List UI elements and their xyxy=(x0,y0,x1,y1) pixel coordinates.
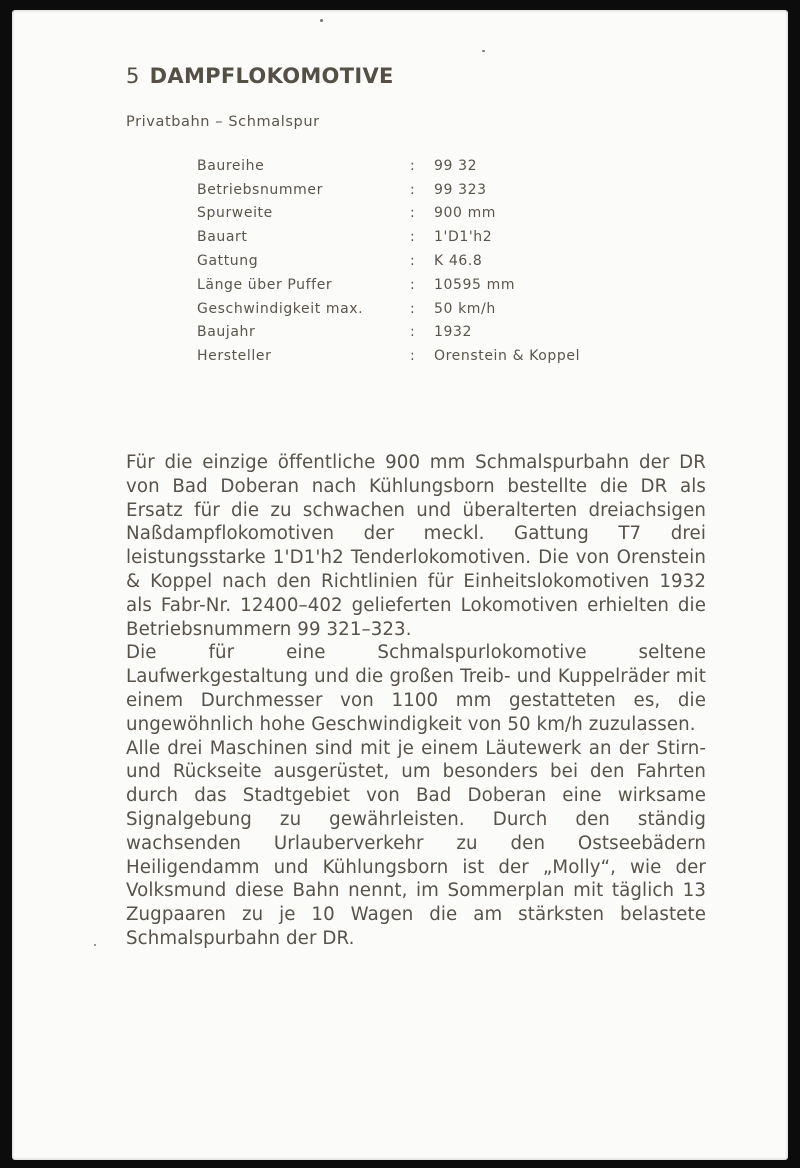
spec-separator: : xyxy=(410,348,416,365)
page-title xyxy=(126,64,394,88)
print-speck xyxy=(320,19,323,22)
spec-separator: : xyxy=(410,276,416,293)
description-paragraph: Für die einzige öffentliche 900 mm Schmalspurbahn der DR von Bad Doberan nach Kühlungsborn bestellte die DR als Ersatz für die zu schwachen und überalterten dreiachsigen Naßdampflokomotiven der meckl. Gattung T7 drei leistungsstarke 1'D1'h2 Tenderlokomotiven. Die von Orenstein & Koppel nach den Richtlinien für Einheitslokomotiven 1932 als Fabr-Nr. 12400–402 gelieferten Lokomotiven erhielten die Betriebsnummern 99 321–323. xyxy=(126,452,706,640)
spec-value: Orenstein & Koppel xyxy=(434,348,581,365)
spec-value: 50 km/h xyxy=(434,300,496,317)
description-paragraph: Alle drei Maschinen sind mit je einem Läutewerk an der Stirn- und Rückseite ausgerüstet, um besonders bei den Fahrten durch das Stadtgebiet von Bad Doberan eine wirksame Signalgebung zu gewährleisten. Durch den ständig wachsenden Urlauberverkehr zu den Ostseebädern Heiligendamm und Kühlungsborn ist der „Molly“, wie der Volksmund diese Bahn nennt, im Sommerplan mit täglich 13 Zugpaaren zu je 10 Wagen die am stärksten belastete Schmalspurbahn der DR. xyxy=(126,737,706,949)
spec-label: Betriebsnummer xyxy=(197,181,323,198)
spec-row xyxy=(197,154,580,178)
spec-separator: : xyxy=(410,157,416,174)
spec-value: 10595 mm xyxy=(434,276,516,293)
spec-row xyxy=(197,249,580,273)
subtitle: Privatbahn – Schmalspur xyxy=(126,114,320,130)
print-speck xyxy=(482,50,485,52)
spec-separator: : xyxy=(410,229,416,246)
spec-label: Gattung xyxy=(197,253,259,270)
spec-row xyxy=(197,225,580,249)
spec-label: Baureihe xyxy=(197,157,265,174)
spec-row xyxy=(197,297,580,321)
spec-separator: : xyxy=(410,324,416,341)
card-title: DAMPFLOKOMOTIVE xyxy=(149,64,394,88)
spec-row xyxy=(197,178,580,202)
spec-label: Spurweite xyxy=(197,205,273,222)
spec-value: 99 323 xyxy=(434,181,487,198)
spec-separator: : xyxy=(410,205,416,222)
description xyxy=(126,451,706,951)
spec-label: Länge über Puffer xyxy=(197,276,333,293)
spec-label: Hersteller xyxy=(197,348,272,365)
spec-value: 900 mm xyxy=(434,205,497,222)
spec-row xyxy=(197,344,580,368)
spec-row xyxy=(197,202,580,226)
spec-value: 1932 xyxy=(434,324,473,341)
spec-value: 99 32 xyxy=(434,157,478,174)
spec-row xyxy=(197,273,580,297)
spec-separator: : xyxy=(410,253,416,270)
print-speck xyxy=(94,944,96,946)
spec-label: Geschwindigkeit max. xyxy=(197,300,364,317)
spec-label: Bauart xyxy=(197,229,248,246)
spec-separator: : xyxy=(410,300,416,317)
spec-value: K 46.8 xyxy=(434,253,483,270)
spec-table xyxy=(197,154,580,368)
spec-label: Baujahr xyxy=(197,324,256,341)
spec-value: 1'D1'h2 xyxy=(434,229,493,246)
spec-separator: : xyxy=(410,181,416,198)
card-number: 5 xyxy=(126,64,140,88)
description-paragraph: Die für eine Schmalspurlokomotive seltene Laufwerkgestaltung und die großen Treib- und Kuppelräder mit einem Durchmesser von 1100 mm gestatteten es, die ungewöhnlich hohe Geschwindigkeit von 50 km/h zuzulassen. xyxy=(126,642,706,735)
spec-row xyxy=(197,321,580,345)
